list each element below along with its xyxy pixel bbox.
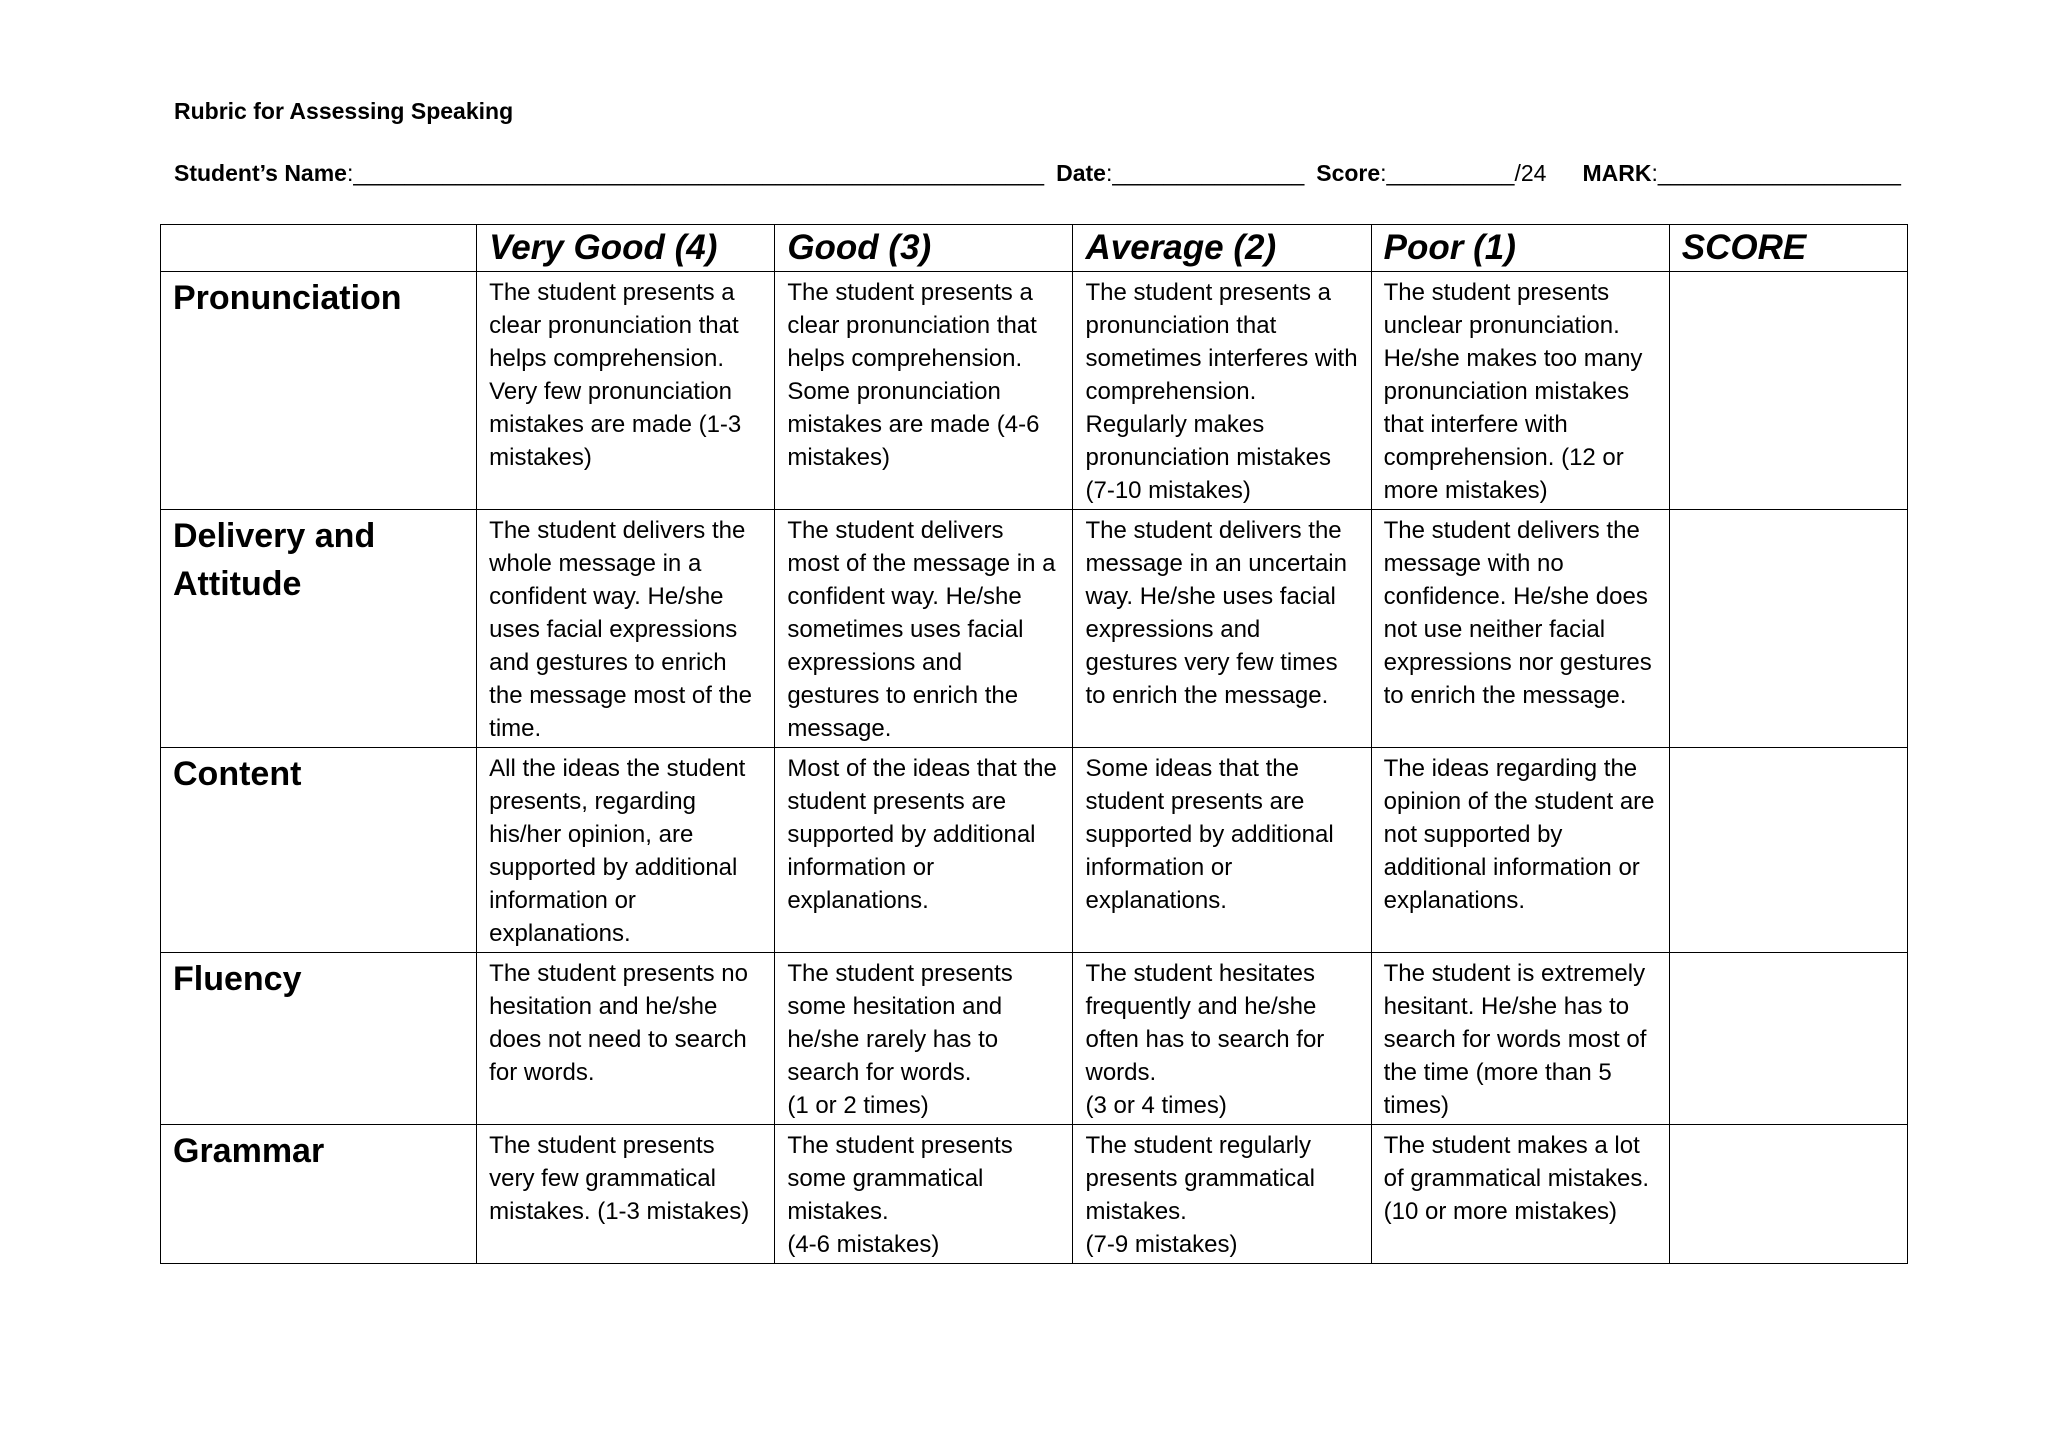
- header-row: [161, 225, 1908, 272]
- criterion-delivery-and-attitude: Delivery and Attitude: [161, 510, 477, 748]
- header-poor: Poor (1): [1371, 225, 1669, 272]
- date-label: Date: [1056, 160, 1106, 186]
- delivery-poor: The student delivers the message with no confidence. He/she does not use neither facial expressions nor gestures to enrich the message.: [1371, 510, 1669, 748]
- page-title: Rubric for Assessing Speaking: [174, 98, 514, 124]
- fluency-poor: The student is extremely hesitant. He/she has to search for words most of the time (more than 5 times): [1371, 953, 1669, 1125]
- grammar-very-good: The student presents very few grammatical mistakes. (1-3 mistakes): [477, 1125, 775, 1264]
- content-poor: The ideas regarding the opinion of the student are not supported by additional information or explanations.: [1371, 748, 1669, 953]
- fluency-score-cell[interactable]: [1669, 953, 1907, 1125]
- row-delivery-and-attitude: [161, 510, 1908, 748]
- fluency-average: The student hesitates frequently and he/she often has to search for words. (3 or 4 times): [1073, 953, 1371, 1125]
- header-criterion: [161, 225, 477, 272]
- header-average: Average (2): [1073, 225, 1371, 272]
- header-score: SCORE: [1669, 225, 1907, 272]
- mark-field[interactable]: :___________________: [1651, 160, 1901, 186]
- row-grammar: [161, 1125, 1908, 1264]
- grammar-average: The student regularly presents grammatical mistakes. (7-9 mistakes): [1073, 1125, 1371, 1264]
- criterion-fluency: Fluency: [161, 953, 477, 1125]
- grammar-good: The student presents some grammatical mistakes. (4-6 mistakes): [775, 1125, 1073, 1264]
- row-fluency: [161, 953, 1908, 1125]
- date-field[interactable]: :_______________: [1105, 160, 1305, 186]
- mark-label: MARK: [1582, 160, 1652, 186]
- row-pronunciation: [161, 272, 1908, 510]
- pronunciation-average: The student presents a pronunciation that sometimes interferes with comprehension. Regularly makes pronunciation mistakes (7-10 mistakes): [1073, 272, 1371, 510]
- delivery-score-cell[interactable]: [1669, 510, 1907, 748]
- grammar-score-cell[interactable]: [1669, 1125, 1907, 1264]
- header-good: Good (3): [775, 225, 1073, 272]
- student-name-field[interactable]: :______________________________________________________: [346, 160, 1045, 186]
- rubric-table: [160, 224, 1908, 1264]
- fluency-very-good: The student presents no hesitation and he/she does not need to search for words.: [477, 953, 775, 1125]
- grammar-poor: The student makes a lot of grammatical mistakes. (10 or more mistakes): [1371, 1125, 1669, 1264]
- content-score-cell[interactable]: [1669, 748, 1907, 953]
- pronunciation-poor: The student presents unclear pronunciation. He/she makes too many pronunciation mistakes that interfere with comprehension. (12 or more mistakes): [1371, 272, 1669, 510]
- pronunciation-good: The student presents a clear pronunciation that helps comprehension. Some pronunciation mistakes are made (4-6 mistakes): [775, 272, 1073, 510]
- delivery-average: The student delivers the message in an uncertain way. He/she uses facial expressions and gestures very few times to enrich the message.: [1073, 510, 1371, 748]
- pronunciation-very-good: The student presents a clear pronunciation that helps comprehension. Very few pronunciation mistakes are made (1-3 mistakes): [477, 272, 775, 510]
- content-very-good: All the ideas the student presents, regarding his/her opinion, are supported by additional information or explanations.: [477, 748, 775, 953]
- criterion-content: Content: [161, 748, 477, 953]
- criterion-pronunciation: Pronunciation: [161, 272, 477, 510]
- row-content: [161, 748, 1908, 953]
- score-field[interactable]: :__________/24: [1380, 160, 1547, 186]
- criterion-grammar: Grammar: [161, 1125, 477, 1264]
- score-label: Score: [1316, 160, 1381, 186]
- student-info-line: [174, 160, 1901, 187]
- delivery-very-good: The student delivers the whole message in a confident way. He/she uses facial expressions and gestures to enrich the message most of the time.: [477, 510, 775, 748]
- student-name-label: Student’s Name: [174, 160, 347, 186]
- pronunciation-score-cell[interactable]: [1669, 272, 1907, 510]
- content-good: Most of the ideas that the student presents are supported by additional information or explanations.: [775, 748, 1073, 953]
- header-very-good: Very Good (4): [477, 225, 775, 272]
- content-average: Some ideas that the student presents are supported by additional information or explanations.: [1073, 748, 1371, 953]
- fluency-good: The student presents some hesitation and he/she rarely has to search for words. (1 or 2 times): [775, 953, 1073, 1125]
- delivery-good: The student delivers most of the message in a confident way. He/she sometimes uses facial expressions and gestures to enrich the message.: [775, 510, 1073, 748]
